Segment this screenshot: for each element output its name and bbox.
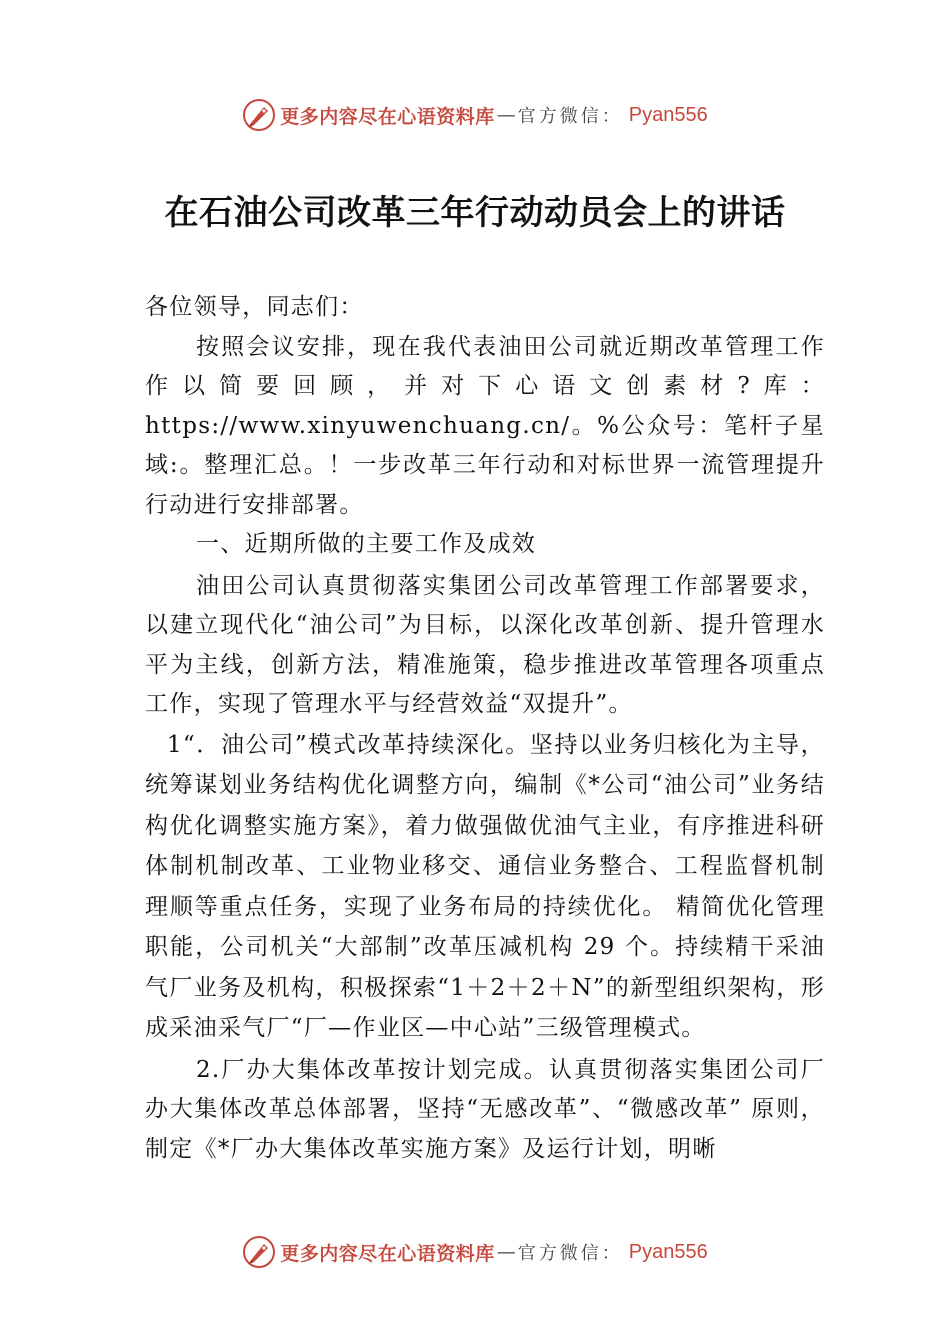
wechat-label: 官方微信： [517,106,623,127]
paragraph-intro: 按照会议安排，现在我代表油田公司就近期改革管理工作作以简要回顾，并对下心语文创素材?库：https://www.xinyuwenchuang.cn/。%公众号：笔杆子星域:。整理汇总。！一步改革三年行动和对标世界一流管理提升行动进行安排部署。 [145,333,825,518]
paragraph-item-1: 1“．油公司”模式改革持续深化。坚持以业务归核化为主导，统筹谋划业务结构优化调整方向，编制《*公司“油公司”业务结构优化调整实施方案》，着力做强做优油气主业，有序推进科研体制机制改革、工业物业移交、通信业务整合、工程监督机制理顺等重点任务，实现了业务布局的持续优化。 精简优化管理职能，公司机关“大部制”改革压减机构 29 个。持续精干采油气厂业务及机构，积极探索“1＋2＋2＋N”的新型组织架构，形成采油采气厂“厂—作业区—中心站”三级管理模式。 [145,731,825,1041]
pen-nib-logo-icon [242,1235,276,1269]
brand-text: 更多内容尽在心语资料库 [280,1242,495,1265]
section-heading: 一、近期所做的主要工作及成效 [196,531,537,557]
salutation: 各位领导，同志们： [145,294,364,320]
page-title: 在石油公司改革三年行动动员会上的讲话 [164,193,786,233]
paragraph-overview: 油田公司认真贯彻落实集团公司改革管理工作部署要求，以建立现代化“油公司”为目标，以深化改革创新、提升管理水平为主线，创新方法，精准施策，稳步推进改革管理各项重点工作，实现了管理水平与经营效益“双提升”。 [145,572,825,717]
wechat-handle: Pyan556 [628,1240,708,1263]
footer-banner [0,1232,950,1272]
pen-nib-logo-icon [242,98,276,132]
banner-dash: — [496,104,516,126]
paragraph-item-2: 2.厂办大集体改革按计划完成。认真贯彻落实集团公司厂办大集体改革总体部署，坚持“无感改革”、“微感改革” 原则，制定《*厂办大集体改革实施方案》及运行计划，明晰 [145,1056,825,1162]
brand-text: 更多内容尽在心语资料库 [280,105,495,128]
header-banner [0,95,950,135]
wechat-handle: Pyan556 [628,103,708,126]
wechat-label: 官方微信： [517,1243,623,1264]
document-body [145,288,825,1169]
banner-dash: — [496,1241,516,1263]
